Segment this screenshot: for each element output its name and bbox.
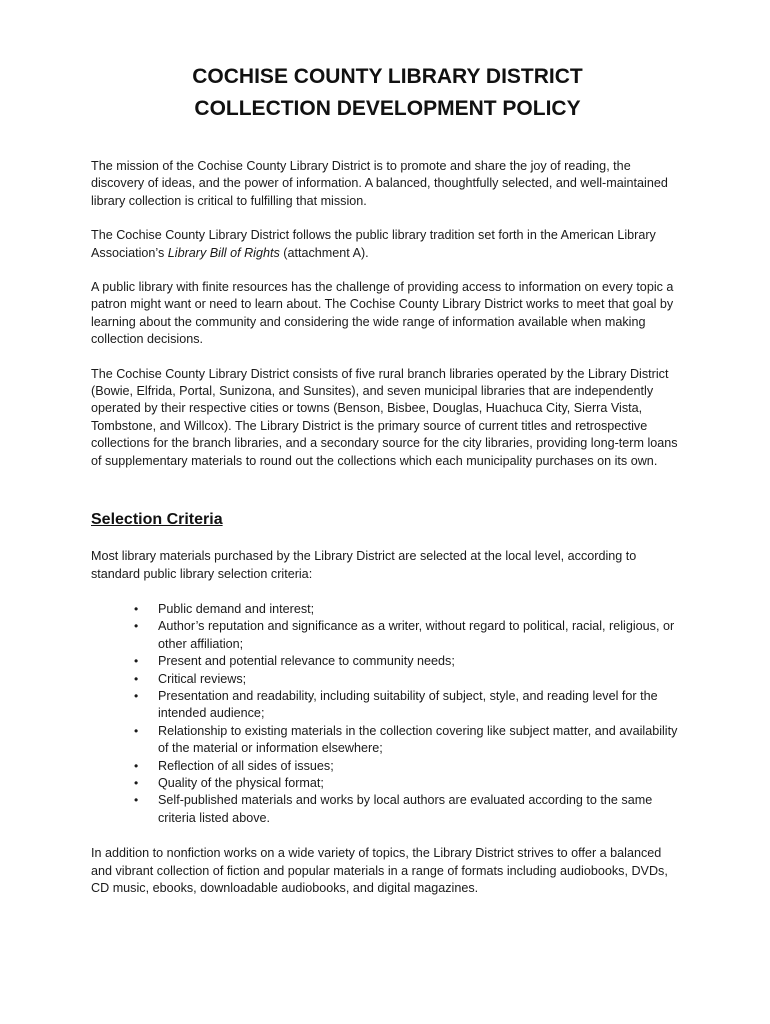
bullet-icon: •	[134, 619, 139, 634]
criteria-list-item	[91, 688, 684, 723]
criteria-list-item	[91, 601, 684, 618]
branches-paragraph: The Cochise County Library District consists of five rural branch libraries operated by the Library District (Bowie, Elfrida, Portal, Sunizona, and Sunsites), and seven municipal libraries that are independently operated by their respective cities or towns (Benson, Bisbee, Douglas, Huachuca City, Sierra Vista, Tombstone, and Willcox). The Library District is the primary source of current titles and retrospective collections for the branch libraries, and a secondary source for the city libraries, providing long-term loans of supplementary materials to round out the collections which each municipality purchases on its own.	[91, 366, 678, 468]
bullet-icon: •	[134, 671, 139, 686]
selection-criteria-list	[91, 601, 684, 827]
mission-paragraph: The mission of the Cochise County Library District is to promote and share the joy of reading, the discovery of ideas, and the power of information. A balanced, thoughtfully selected, and well-maintained library collection is critical to fulfilling that mission.	[91, 159, 668, 208]
criteria-text: Public demand and interest;	[158, 601, 315, 616]
tradition-text-start: The Cochise County Library District follows the public library tradition set forth in the American Library Association’s	[91, 228, 656, 260]
tradition-text-end: (attachment A).	[279, 245, 369, 260]
selection-intro-paragraph: Most library materials purchased by the Library District are selected at the local level, according to standard public library selection criteria:	[91, 549, 637, 581]
closing-paragraph: In addition to nonfiction works on a wide variety of topics, the Library District strives to offer a balanced and vibrant collection of fiction and popular materials in a range of formats including audiobooks, DVDs, CD music, ebooks, downloadable audiobooks, and digital magazines.	[91, 846, 668, 895]
bullet-icon: •	[134, 723, 139, 738]
criteria-list-item	[91, 792, 684, 827]
bullet-icon: •	[134, 775, 139, 790]
bullet-icon: •	[134, 654, 139, 669]
title-line-1: COCHISE COUNTY LIBRARY DISTRICT	[192, 65, 583, 88]
bullet-icon: •	[134, 758, 139, 773]
finite-resources-paragraph: A public library with finite resources has the challenge of providing access to information on every topic a patron might want or need to learn about. The Cochise County Library District works to meet that goal by learning about the community and considering the wide range of information available when making collection decisions.	[91, 280, 674, 347]
selection-criteria-heading: Selection Criteria	[91, 511, 223, 529]
criteria-list-item	[91, 758, 684, 775]
bullet-icon: •	[134, 793, 139, 808]
criteria-text: Present and potential relevance to community needs;	[158, 654, 455, 669]
criteria-list-item	[91, 775, 684, 792]
title-line-2: COLLECTION DEVELOPMENT POLICY	[194, 97, 581, 120]
criteria-text: Relationship to existing materials in the collection covering like subject matter, and availability of the material or information elsewhere;	[158, 723, 678, 756]
criteria-text: Self-published materials and works by local authors are evaluated according to the same criteria listed above.	[158, 793, 653, 825]
bullet-icon: •	[134, 601, 139, 616]
criteria-text: Reflection of all sides of issues;	[158, 758, 334, 773]
criteria-text: Critical reviews;	[158, 671, 247, 686]
criteria-text: Quality of the physical format;	[158, 775, 324, 790]
criteria-text: Presentation and readability, including suitability of subject, style, and reading level for the intended audience;	[158, 688, 658, 721]
tradition-paragraph	[91, 227, 684, 262]
criteria-list-item	[91, 618, 684, 653]
criteria-text: Author’s reputation and significance as a writer, without regard to political, racial, religious, or other affiliation;	[158, 619, 675, 651]
criteria-list-item	[91, 723, 684, 758]
document-title	[91, 62, 684, 124]
criteria-list-item	[91, 671, 684, 688]
bullet-icon: •	[134, 688, 139, 703]
criteria-list-item	[91, 653, 684, 670]
bill-of-rights-title: Library Bill of Rights	[167, 245, 280, 260]
